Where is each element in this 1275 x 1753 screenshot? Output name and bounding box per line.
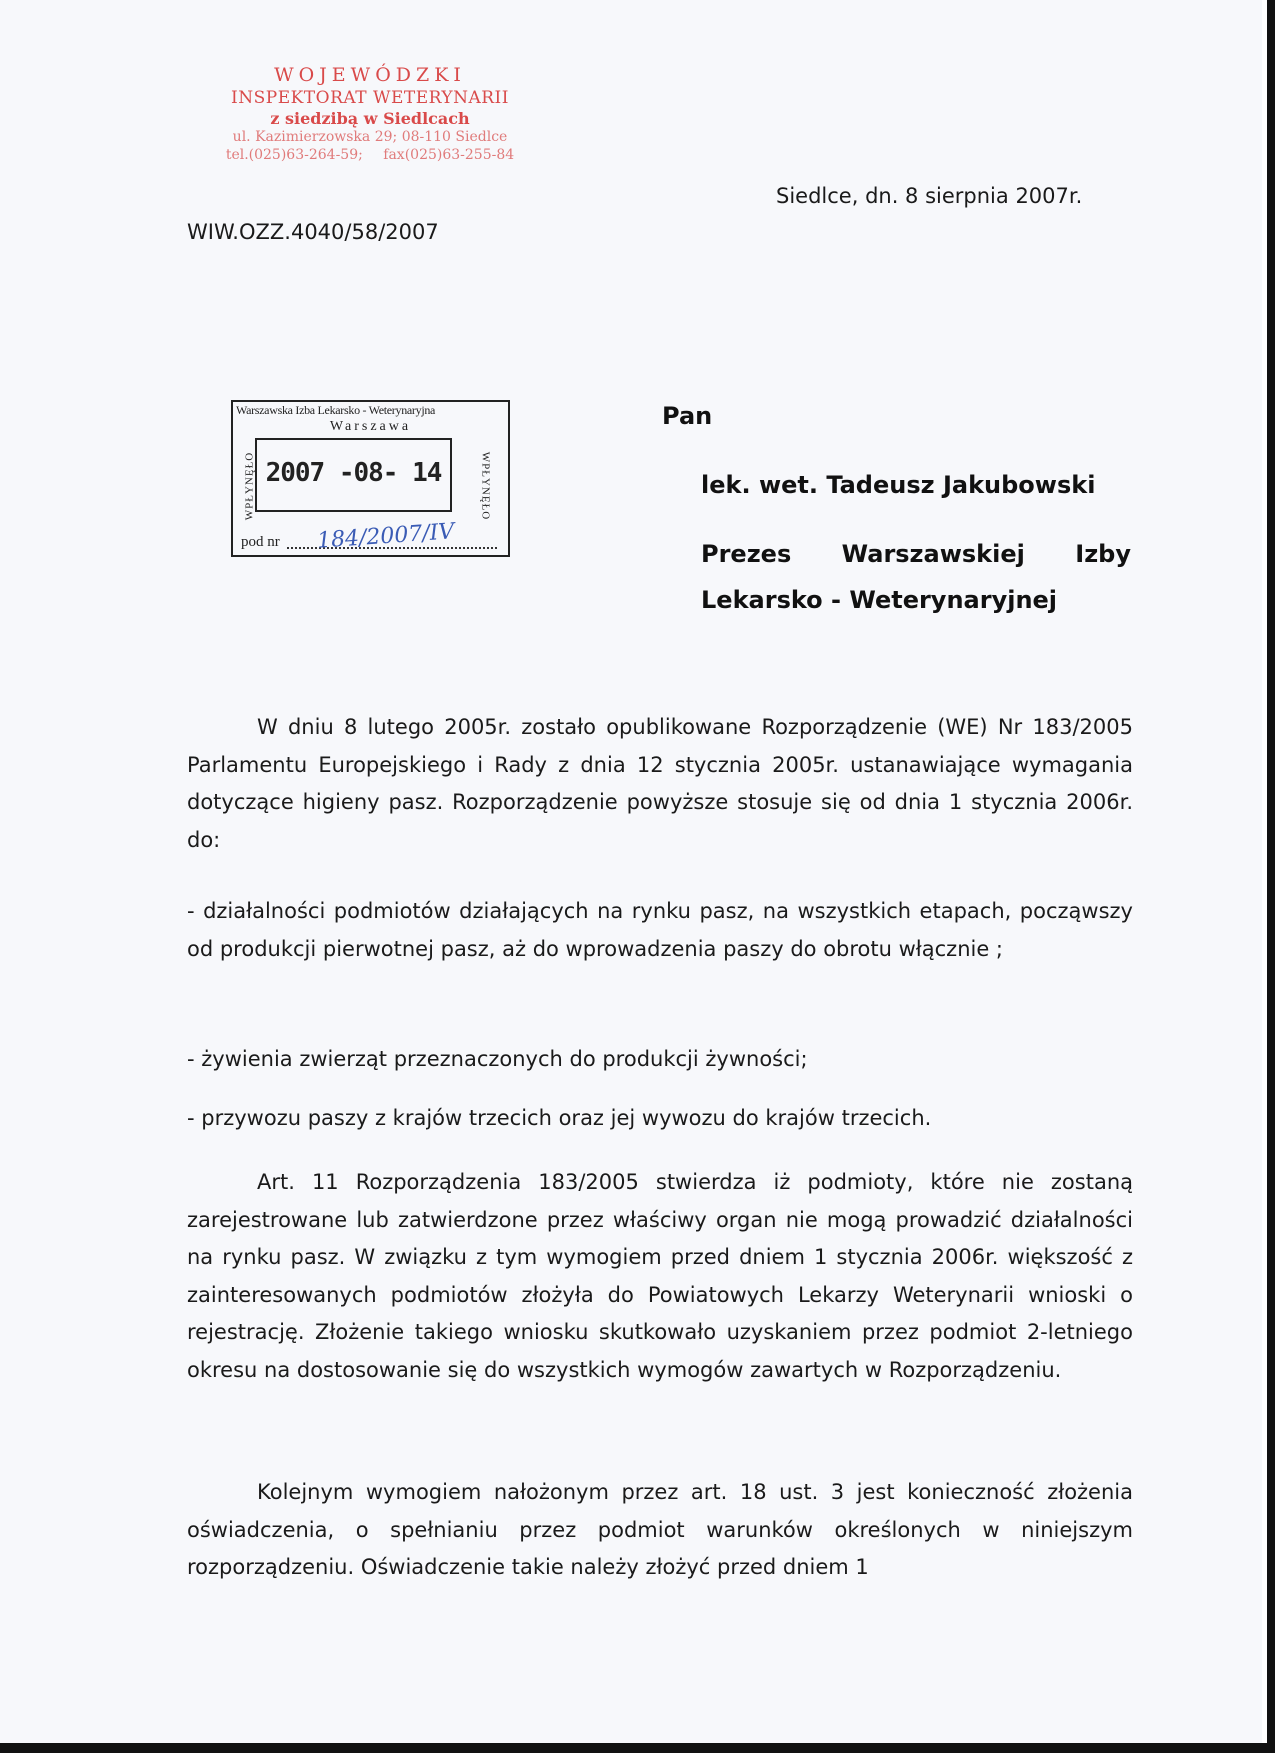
stamp-number-label: pod nr [241, 534, 280, 550]
registration-stamp [231, 400, 510, 557]
addressee-title-line2: Lekarsko - Weterynaryjnej [701, 586, 1058, 614]
stamp-number-handwritten: 184/2007/IV [316, 519, 456, 554]
body-paragraph-intro [187, 709, 1133, 859]
sender-name-line1: WOJEWÓDZKI [274, 64, 466, 86]
sender-contact [170, 147, 570, 165]
stamp-organization: Warszawska Izba Lekarsko - Weterynaryjna [236, 403, 436, 417]
sender-header-stamp [170, 64, 570, 164]
body-paragraph-article-18 [187, 1474, 1133, 1587]
body-bullet-import [187, 1100, 1133, 1138]
stamp-date-box [255, 438, 452, 512]
paragraph-text: - działalności podmiotów działających na rynku pasz, na wszystkich etapach, począwszy od produkcji pierwotnej pasz, aż do wprowadzenia paszy do obrotu włącznie ; [187, 899, 1133, 961]
addressee-title-word1: Prezes [701, 540, 792, 568]
body-bullet-feeding [187, 1041, 1133, 1079]
letter-date: Siedlce, dn. 8 sierpnia 2007r. [776, 184, 1083, 208]
body-paragraph-article-11 [187, 1164, 1133, 1389]
paragraph-text: Kolejnym wymogiem nałożonym przez art. 18 ust. 3 jest konieczność złożenia oświadczenia, o spełnianiu przez podmiot warunków określonych w niniejszym rozporządzeniu. Oświadczenie takie należy złożyć przed dniem 1 [187, 1480, 1133, 1579]
stamp-received-right: WPŁYNĘŁO [479, 451, 492, 521]
addressee-title-word3: Izby [1075, 540, 1131, 568]
scan-edge-bottom [0, 1743, 1275, 1753]
sender-fax: fax(025)63-255-84 [383, 146, 515, 163]
sender-name-line2: INSPEKTORAT WETERYNARII [231, 87, 509, 108]
stamp-city: Warszawa [329, 419, 412, 434]
body-bullet-activities [187, 893, 1133, 968]
stamp-received-left: WPŁYNĘŁO [243, 451, 256, 521]
reference-number: WIW.OZZ.4040/58/2007 [187, 220, 439, 244]
paragraph-text: W dniu 8 lutego 2005r. zostało opublikowane Rozporządzenie (WE) Nr 183/2005 Parlamentu Europejskiego i Rady z dnia 12 stycznia 2005r. ustanawiające wymagania dotyczące higieny pasz. Rozporządzenie powyższe stosuje się od dnia 1 stycznia 2006r. do: [187, 715, 1133, 852]
addressee-title-line1 [701, 540, 1131, 568]
paragraph-text: Art. 11 Rozporządzenia 183/2005 stwierdza iż podmioty, które nie zostaną zarejestrowane lub zatwierdzone przez właściwy organ nie mogą prowadzić działalności na rynku pasz. W związku z tym wymogiem przed dniem 1 stycznia 2006r. większość z zainteresowanych podmiotów złożyła do Powiatowych Lekarzy Weterynarii wnioski o rejestrację. Złożenie takiego wniosku skutkowało uzyskaniem przez podmiot 2-letniego okresu na dostosowanie się do wszystkich wymogów zawartych w Rozporządzeniu. [187, 1170, 1133, 1382]
sender-address: ul. Kazimierzowska 29; 08-110 Siedlce [232, 129, 508, 145]
sender-seat: z siedzibą w Siedlcach [270, 109, 470, 128]
paragraph-text: - przywozu paszy z krajów trzecich oraz jej wywozu do krajów trzecich. [187, 1106, 932, 1130]
stamp-date: 2007 -08- 14 [265, 458, 442, 488]
paragraph-text: - żywienia zwierząt przeznaczonych do produkcji żywności; [187, 1047, 808, 1071]
addressee-title-word2: Warszawskiej [841, 540, 1025, 568]
scan-edge-right [1267, 0, 1275, 1753]
addressee-salutation: Pan [662, 402, 713, 430]
addressee-name: lek. wet. Tadeusz Jakubowski [701, 471, 1096, 499]
sender-phone: tel.(025)63-264-59; [225, 146, 363, 163]
